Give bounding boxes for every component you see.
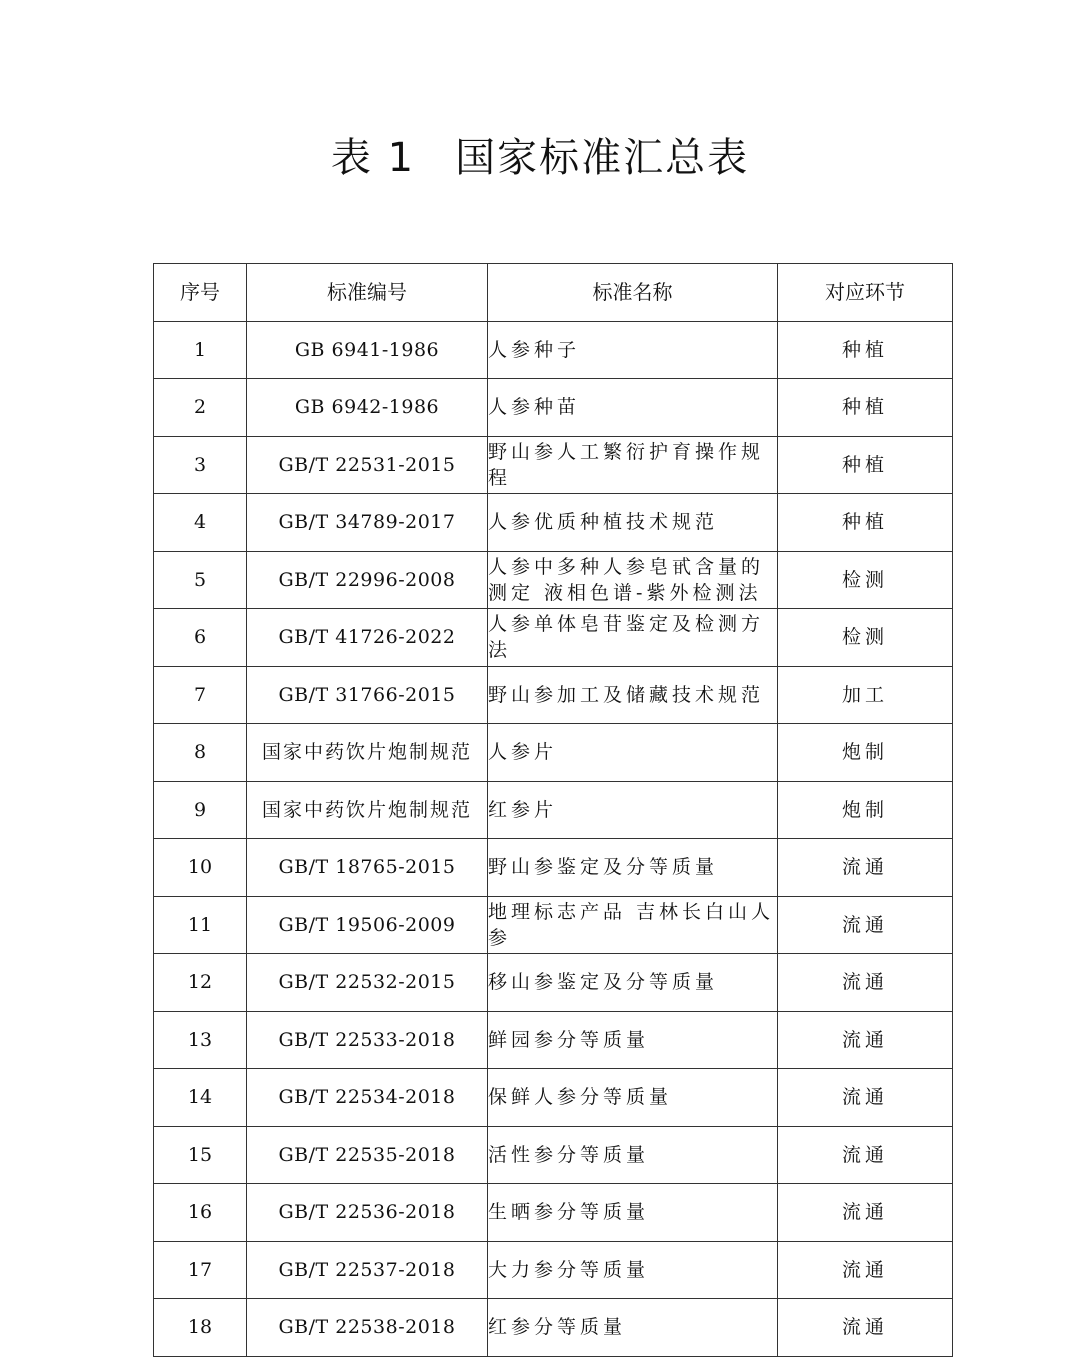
row-standard-code: GB/T 22534-2018 bbox=[247, 1069, 488, 1127]
row-index: 6 bbox=[154, 609, 247, 667]
row-stage: 检测 bbox=[778, 609, 953, 667]
row-stage: 炮制 bbox=[778, 781, 953, 839]
table-row bbox=[154, 494, 953, 552]
header-index: 序号 bbox=[154, 264, 247, 322]
header-standard-code: 标准编号 bbox=[247, 264, 488, 322]
row-standard-name: 野山参鉴定及分等质量 bbox=[488, 839, 778, 897]
row-index: 5 bbox=[154, 551, 247, 609]
row-standard-code: GB/T 22533-2018 bbox=[247, 1011, 488, 1069]
row-stage: 种植 bbox=[778, 494, 953, 552]
row-stage: 流通 bbox=[778, 839, 953, 897]
row-standard-name: 红参片 bbox=[488, 781, 778, 839]
header-standard-name: 标准名称 bbox=[488, 264, 778, 322]
row-index: 16 bbox=[154, 1184, 247, 1242]
row-standard-code: GB/T 22535-2018 bbox=[247, 1126, 488, 1184]
row-index: 7 bbox=[154, 666, 247, 724]
row-standard-name: 移山参鉴定及分等质量 bbox=[488, 954, 778, 1012]
row-standard-name: 野山参人工繁衍护育操作规程 bbox=[488, 436, 778, 494]
table-row bbox=[154, 839, 953, 897]
header-stage: 对应环节 bbox=[778, 264, 953, 322]
row-stage: 流通 bbox=[778, 1184, 953, 1242]
row-index: 15 bbox=[154, 1126, 247, 1184]
row-standard-code: GB/T 22996-2008 bbox=[247, 551, 488, 609]
row-index: 2 bbox=[154, 379, 247, 437]
row-standard-name: 鲜园参分等质量 bbox=[488, 1011, 778, 1069]
row-standard-code: GB/T 22532-2015 bbox=[247, 954, 488, 1012]
table-row bbox=[154, 724, 953, 782]
row-stage: 流通 bbox=[778, 1299, 953, 1357]
table-number: 表 1 bbox=[330, 135, 416, 181]
row-standard-code: GB/T 34789-2017 bbox=[247, 494, 488, 552]
row-standard-name: 人参优质种植技术规范 bbox=[488, 494, 778, 552]
table-row bbox=[154, 1184, 953, 1242]
row-standard-name: 大力参分等质量 bbox=[488, 1241, 778, 1299]
row-stage: 流通 bbox=[778, 1241, 953, 1299]
row-standard-name: 红参分等质量 bbox=[488, 1299, 778, 1357]
row-index: 13 bbox=[154, 1011, 247, 1069]
table-row bbox=[154, 954, 953, 1012]
row-stage: 炮制 bbox=[778, 724, 953, 782]
row-standard-code: 国家中药饮片炮制规范 bbox=[247, 724, 488, 782]
row-standard-name: 活性参分等质量 bbox=[488, 1126, 778, 1184]
row-index: 17 bbox=[154, 1241, 247, 1299]
row-standard-code: GB 6941-1986 bbox=[247, 321, 488, 379]
table-header-row bbox=[154, 264, 953, 322]
table-row bbox=[154, 666, 953, 724]
row-standard-code: GB/T 22531-2015 bbox=[247, 436, 488, 494]
table-row bbox=[154, 1241, 953, 1299]
row-standard-code: GB/T 22537-2018 bbox=[247, 1241, 488, 1299]
table-title-text: 国家标准汇总表 bbox=[455, 135, 750, 181]
row-index: 9 bbox=[154, 781, 247, 839]
row-stage: 加工 bbox=[778, 666, 953, 724]
row-stage: 流通 bbox=[778, 1126, 953, 1184]
row-stage: 流通 bbox=[778, 1011, 953, 1069]
table-row bbox=[154, 1069, 953, 1127]
table-row bbox=[154, 1299, 953, 1357]
row-standard-name: 人参中多种人参皂甙含量的测定 液相色谱-紫外检测法 bbox=[488, 551, 778, 609]
table-row bbox=[154, 781, 953, 839]
row-stage: 流通 bbox=[778, 954, 953, 1012]
row-stage: 流通 bbox=[778, 1069, 953, 1127]
table-row bbox=[154, 1126, 953, 1184]
table-row bbox=[154, 609, 953, 667]
row-standard-name: 保鲜人参分等质量 bbox=[488, 1069, 778, 1127]
row-standard-code: 国家中药饮片炮制规范 bbox=[247, 781, 488, 839]
table-row bbox=[154, 896, 953, 954]
table-row bbox=[154, 551, 953, 609]
row-standard-name: 人参单体皂苷鉴定及检测方法 bbox=[488, 609, 778, 667]
table-row bbox=[154, 1011, 953, 1069]
row-standard-name: 生晒参分等质量 bbox=[488, 1184, 778, 1242]
row-standard-code: GB/T 18765-2015 bbox=[247, 839, 488, 897]
row-standard-name: 人参种子 bbox=[488, 321, 778, 379]
row-stage: 流通 bbox=[778, 896, 953, 954]
row-standard-name: 人参种苗 bbox=[488, 379, 778, 437]
row-index: 11 bbox=[154, 896, 247, 954]
row-standard-code: GB/T 22538-2018 bbox=[247, 1299, 488, 1357]
row-stage: 种植 bbox=[778, 321, 953, 379]
row-standard-name: 人参片 bbox=[488, 724, 778, 782]
row-standard-code: GB/T 22536-2018 bbox=[247, 1184, 488, 1242]
row-index: 8 bbox=[154, 724, 247, 782]
table-row bbox=[154, 436, 953, 494]
row-index: 4 bbox=[154, 494, 247, 552]
row-index: 1 bbox=[154, 321, 247, 379]
row-standard-code: GB/T 19506-2009 bbox=[247, 896, 488, 954]
table-row bbox=[154, 379, 953, 437]
row-index: 10 bbox=[154, 839, 247, 897]
row-standard-name: 地理标志产品 吉林长白山人参 bbox=[488, 896, 778, 954]
row-index: 14 bbox=[154, 1069, 247, 1127]
row-standard-name: 野山参加工及储藏技术规范 bbox=[488, 666, 778, 724]
row-standard-code: GB 6942-1986 bbox=[247, 379, 488, 437]
row-index: 18 bbox=[154, 1299, 247, 1357]
row-index: 3 bbox=[154, 436, 247, 494]
row-standard-code: GB/T 31766-2015 bbox=[247, 666, 488, 724]
row-stage: 种植 bbox=[778, 436, 953, 494]
row-stage: 种植 bbox=[778, 379, 953, 437]
row-stage: 检测 bbox=[778, 551, 953, 609]
table-row bbox=[154, 321, 953, 379]
row-standard-code: GB/T 41726-2022 bbox=[247, 609, 488, 667]
standards-table bbox=[153, 263, 953, 1357]
page-title bbox=[0, 132, 1080, 184]
row-index: 12 bbox=[154, 954, 247, 1012]
